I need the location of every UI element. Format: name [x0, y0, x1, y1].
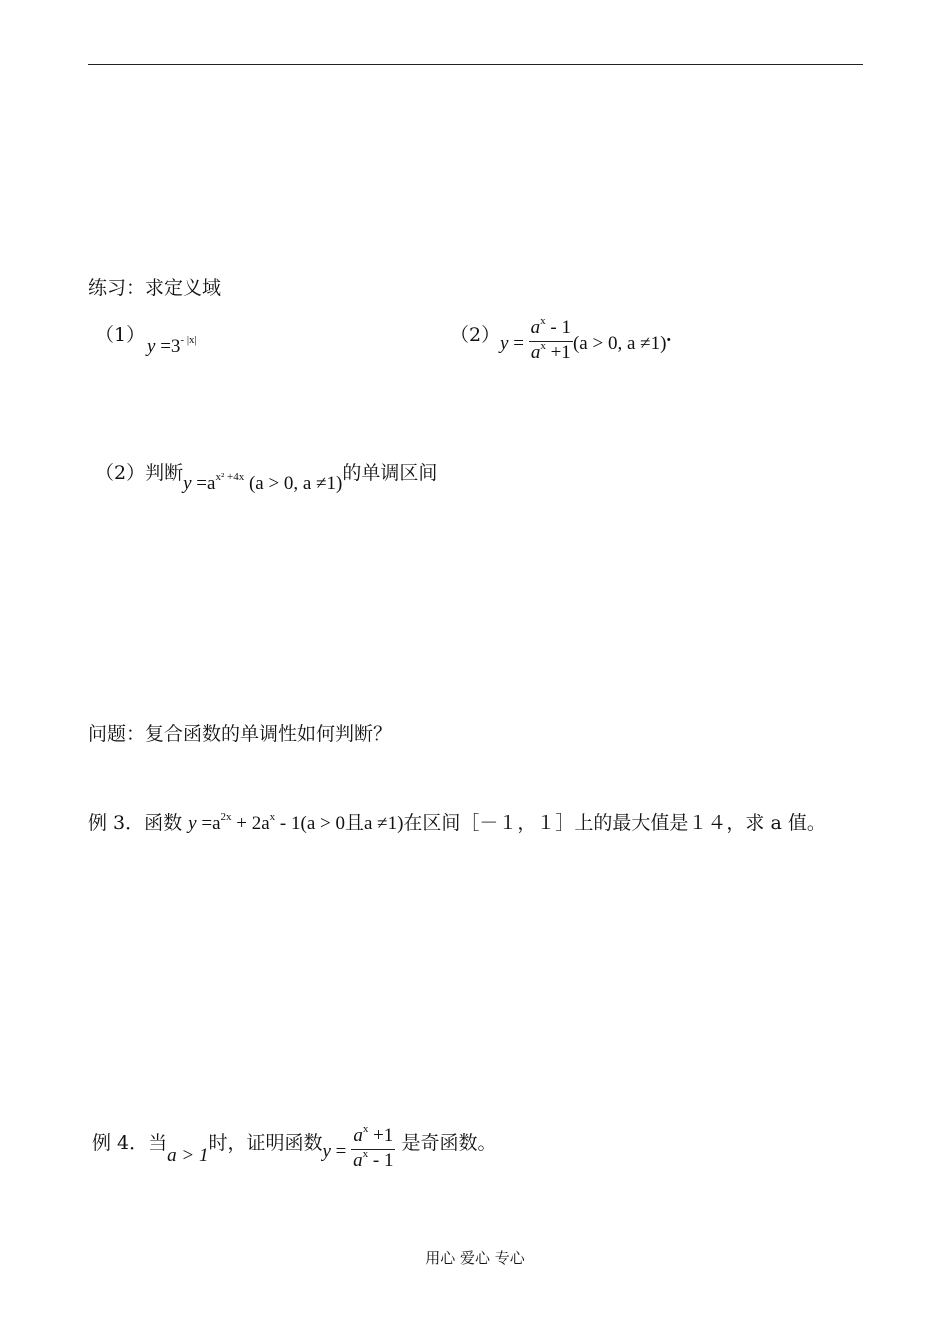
- practice-item2-formula: y = $\frac{a^x - 1}{a^x +1}$ (a > 0, a ≠1).: [500, 320, 671, 369]
- header-rule: [88, 64, 863, 65]
- example4-condition: a > 1: [167, 1144, 209, 1166]
- example4-fraction: $\frac{a^x +1}{a^x - 1}$: [353, 1123, 394, 1171]
- practice-item2-fraction: $\frac{a^x - 1}{a^x +1}$: [530, 315, 571, 363]
- monotonic-question: （2）判断$y =a^{x^2 +4x}$ (a > 0, a ≠1)的单调区间: [95, 462, 438, 494]
- practice-item2-label: （2）: [450, 324, 501, 346]
- example3-formula: $y =a^{2x} + 2a^x - 1(a > 0$且a ≠1): [188, 811, 404, 834]
- monotonic-formula: $y =a^{x^2 +4x}$ (a > 0, a ≠1): [183, 471, 343, 494]
- example4: 例 4．当a > 1时，证明函数y = $\frac{a^x +1}{a^x - 1}$ 是奇函数。: [92, 1120, 497, 1169]
- composite-question: 问题：复合函数的单调性如何判断？: [88, 723, 393, 745]
- practice-heading: 练习：求定义域: [88, 277, 222, 299]
- example4-formula: y = $\frac{a^x +1}{a^x - 1}$: [322, 1141, 395, 1162]
- practice-item1-label: （1）: [95, 324, 146, 346]
- practice-item1-formula: $y =3^{- |x|}$: [147, 334, 197, 357]
- example3: 例 3．函数 $y =a^{2x} + 2a^x - 1(a > 0$且a ≠1)在区间［－１，１］上的最大值是１４，求 a 值。: [88, 811, 826, 834]
- page-footer: 用心 爱心 专心: [425, 1249, 525, 1267]
